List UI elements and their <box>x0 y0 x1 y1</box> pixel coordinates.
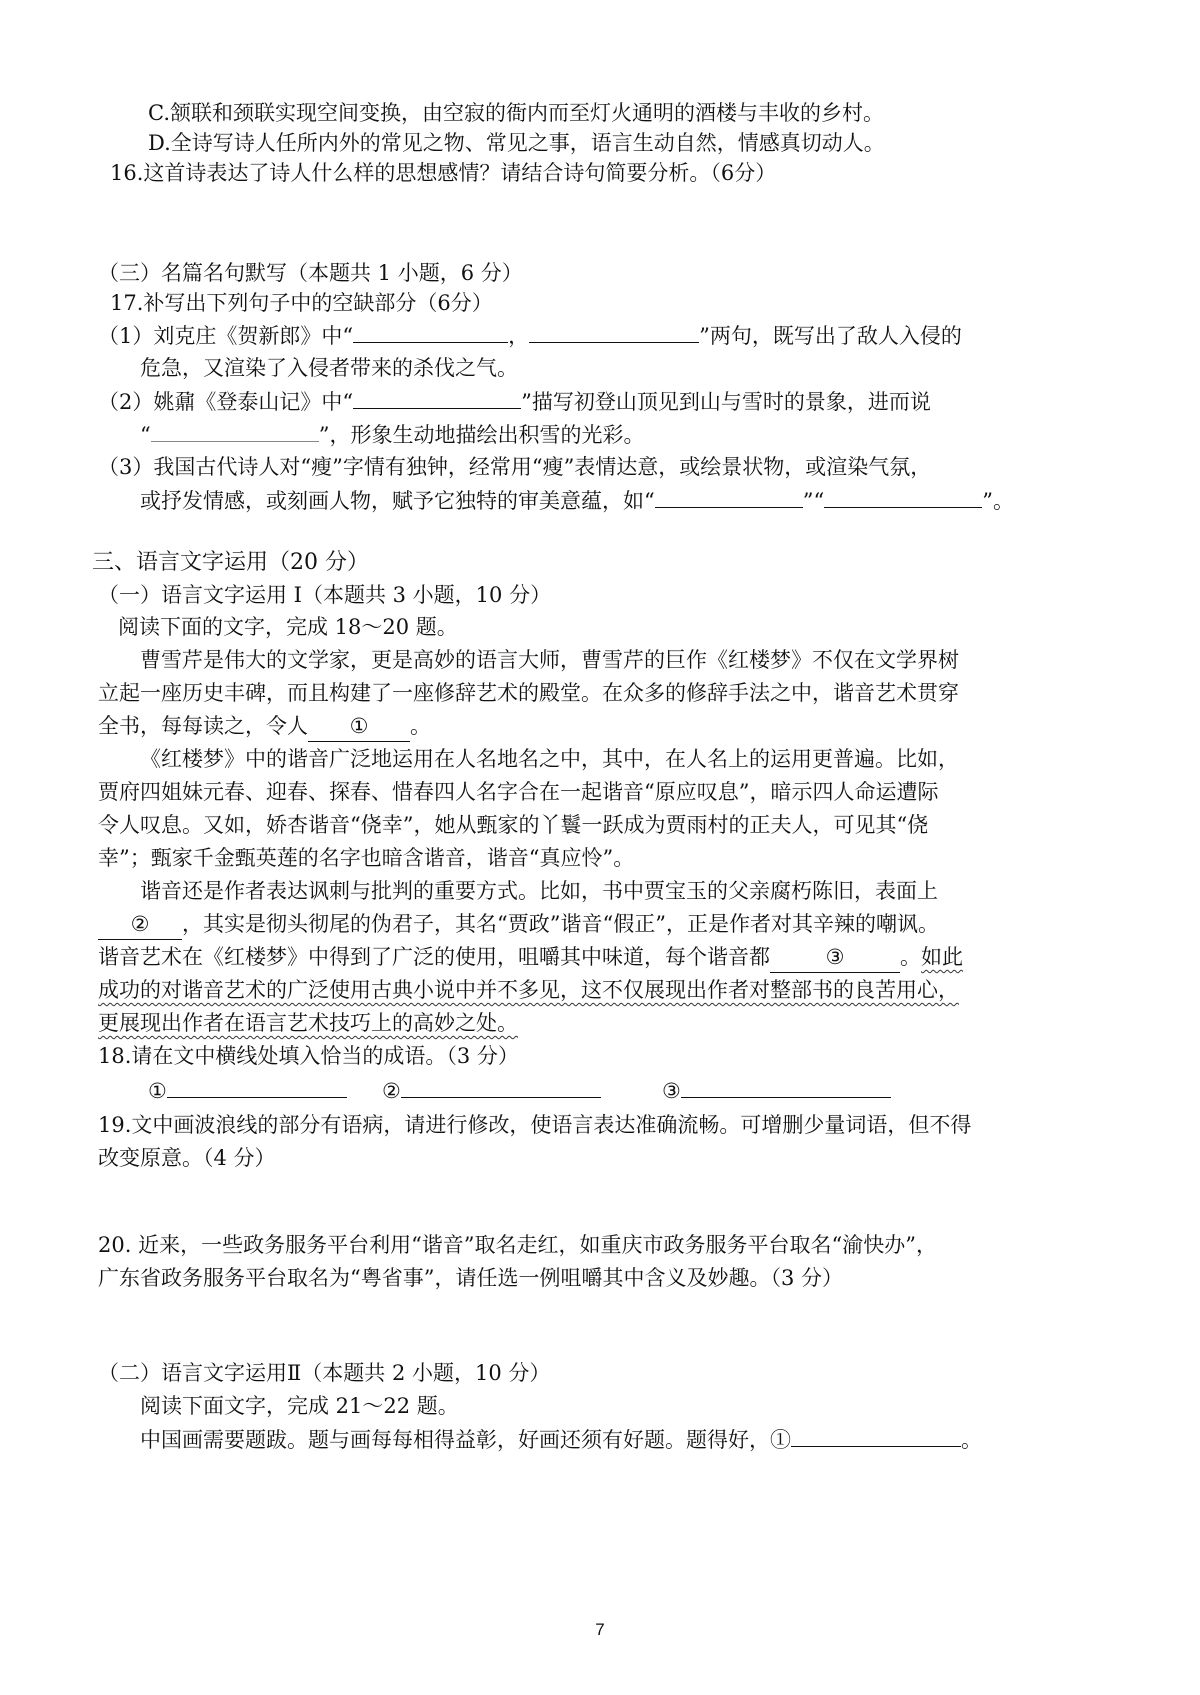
q18-title: 18.请在文中横线处填入恰当的成语。（3 分） <box>98 1044 519 1068</box>
q20-line2: 广东省政务服务平台取名为“粤省事”，请任选一例咀嚼其中含义及妙趣。（3 分） <box>98 1266 844 1290</box>
passage-blank-2[interactable]: ② <box>98 909 182 940</box>
para3-wavy-start: 如此 <box>921 945 963 969</box>
part3-sub1-heading: （一）语言文字运用 Ⅰ（本题共 3 小题，10 分） <box>98 583 552 607</box>
q18-blank-3[interactable] <box>681 1075 891 1098</box>
passage1-para1-line1: 曹雪芹是伟大的文学家，更是高妙的语言大师，曹雪芹的巨作《红楼梦》不仅在文学界树 <box>140 648 959 672</box>
q15-option-c: C.颔联和颈联实现空间变换，由空寂的衙内而至灯火通明的酒楼与丰收的乡村。 <box>148 101 884 125</box>
passage-blank-3[interactable]: ③ <box>770 942 900 973</box>
q17-1-text-a: （1）刘克庄《贺新郎》中“ <box>98 324 354 348</box>
q15-option-d: D.全诗写诗人任所内外的常见之物、常见之事，语言生动自然，情感真切动人。 <box>148 131 885 155</box>
passage1-para1-line3 <box>98 711 431 742</box>
q17-3-text-c: ”“ <box>802 489 825 513</box>
q17-3-text-d: ”。 <box>982 489 1014 513</box>
part3-heading: 三、语言文字运用（20 分） <box>92 550 369 575</box>
passage2-text-b: 。 <box>961 1428 982 1452</box>
q17-1-blank-a[interactable] <box>353 320 508 343</box>
q18-answer-1 <box>148 1075 347 1106</box>
passage2-line1 <box>140 1424 982 1455</box>
q17-3-text-b: 或抒发情感，或刻画人物，赋予它独特的审美意蕴，如“ <box>140 489 655 513</box>
q17-2-text-a: （2）姚鼐《登泰山记》中“ <box>98 390 354 414</box>
passage2-text-a: 中国画需要题跋。题与画每每相得益彰，好画还须有好题。题得好，① <box>140 1428 791 1452</box>
para3-text-l2: ，其实是彻头彻尾的伪君子，其名“贾政”谐音“假正”，正是作者对其辛辣的嘲讽。 <box>182 912 939 936</box>
q18-marker-3: ③ <box>662 1079 681 1103</box>
q17-1-text-c: ”两句，既写出了敌人入侵的 <box>699 324 962 348</box>
q16-question: 16.这首诗表达了诗人什么样的思想感情？请结合诗句简要分析。（6分） <box>110 161 777 185</box>
q17-item-3: （3）我国古代诗人对“瘦”字情有独钟，经常用“瘦”表情达意，或绘景状物，或渲染气氛， <box>98 455 932 479</box>
para3-text-a: 谐音艺术在《红楼梦》中得到了广泛的使用，咀嚼其中味道，每个谐音都 <box>98 945 770 969</box>
passage1-para2-line3: 令人叹息。又如，娇杏谐音“侥幸”，她从甄家的丫鬟一跃成为贾雨村的正夫人，可见其“侥 <box>98 813 929 837</box>
q17-item-2-cont <box>140 419 645 450</box>
q18-answer-2 <box>382 1075 601 1106</box>
passage1-intro: 阅读下面的文字，完成 18～20 题。 <box>118 615 458 639</box>
passage1-para3-line2 <box>98 909 939 940</box>
q17-2-text-c: “ <box>140 423 151 447</box>
part3-sub2-heading: （二）语言文字运用Ⅱ（本题共 2 小题，10 分） <box>98 1361 551 1385</box>
q20-line1: 20. 近来，一些政务服务平台利用“谐音”取名走红，如重庆市政务服务平台取名“渝快办”， <box>98 1233 938 1257</box>
passage2-blank-1[interactable] <box>791 1424 961 1447</box>
q18-blank-1[interactable] <box>167 1075 347 1098</box>
q17-2-text-d: ”，形象生动地描绘出积雪的光彩。 <box>318 423 645 447</box>
q17-3-blank-a[interactable] <box>655 485 803 508</box>
q17-item-2 <box>98 386 931 417</box>
passage1-para3-line1: 谐音还是作者表达讽刺与批判的重要方式。比如，书中贾宝玉的父亲腐朽陈旧，表面上 <box>140 879 938 903</box>
passage1-para3-line3 <box>98 942 963 973</box>
passage1-para2-line2: 贾府四姐妹元春、迎春、探春、惜春四人名字合在一起谐音“原应叹息”，暗示四人命运遭际 <box>98 780 939 804</box>
q17-3-blank-b[interactable] <box>824 485 982 508</box>
para3-text-b: 。 <box>900 945 921 969</box>
q19-line1: 19.文中画波浪线的部分有语病，请进行修改，使语言表达准确流畅。可增删少量词语，但不得 <box>98 1113 972 1137</box>
passage1-para1-line2: 立起一座历史丰碑，而且构建了一座修辞艺术的殿堂。在众多的修辞手法之中，谐音艺术贯穿 <box>98 681 959 705</box>
q17-item-1 <box>98 320 962 351</box>
q17-item-3-cont <box>140 485 1014 516</box>
q17-2-text-b: ”描写初登山顶见到山与雪时的景象，进而说 <box>521 390 931 414</box>
q18-answer-3 <box>662 1075 891 1106</box>
section-heading-dictation: （三）名篇名句默写（本题共 1 小题，6 分） <box>98 261 523 285</box>
q19-line2: 改变原意。（4 分） <box>98 1146 276 1170</box>
q17-2-blank-a[interactable] <box>353 386 521 409</box>
para1-text-a: 全书，每每读之，令人 <box>98 714 308 738</box>
para3-wavy-line4: 成功的对谐音艺术的广泛使用古典小说中并不多见，这不仅展现出作者对整部书的良苦用心， <box>98 978 959 1002</box>
passage-blank-1[interactable]: ① <box>308 711 410 742</box>
q17-1-text-b: ， <box>508 324 530 348</box>
q18-blank-2[interactable] <box>401 1075 601 1098</box>
q18-marker-2: ② <box>382 1079 401 1103</box>
q17-title: 17.补写出下列句子中的空缺部分（6分） <box>110 291 493 315</box>
q17-2-blank-b[interactable] <box>151 419 319 442</box>
passage1-para2-line1: 《红楼梦》中的谐音广泛地运用在人名地名之中，其中，在人名上的运用更普遍。比如， <box>140 747 959 771</box>
para1-text-b: 。 <box>410 714 431 738</box>
page-number: 7 <box>595 1620 605 1639</box>
para3-wavy-line5: 更展现出作者在语言艺术技巧上的高妙之处。 <box>98 1011 518 1035</box>
q17-item-1-cont: 危急，又渲染了入侵者带来的杀伐之气。 <box>140 356 518 380</box>
q17-1-blank-b[interactable] <box>529 320 699 343</box>
passage1-para3-line5 <box>98 1008 518 1038</box>
passage1-para3-line4 <box>98 975 959 1005</box>
passage2-intro: 阅读下面文字，完成 21～22 题。 <box>140 1394 459 1418</box>
passage1-para2-line4: 幸”；甄家千金甄英莲的名字也暗含谐音，谐音“真应怜”。 <box>98 846 635 870</box>
q18-marker-1: ① <box>148 1079 167 1103</box>
